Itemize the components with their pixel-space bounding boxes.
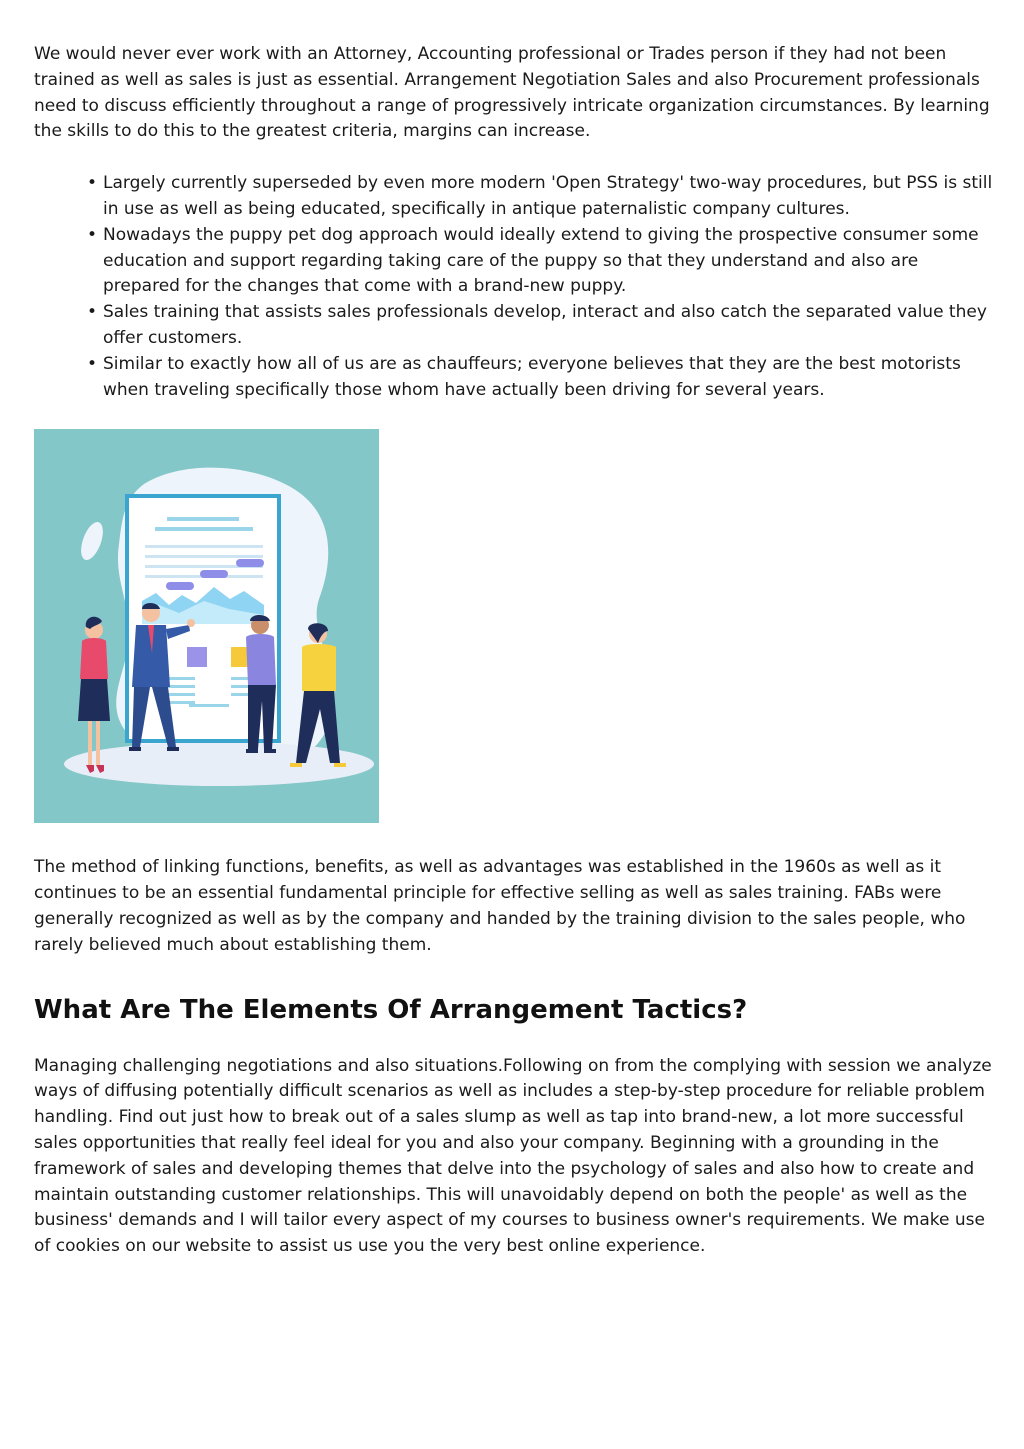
bullet-marker: •	[87, 302, 98, 323]
intro-paragraph: We would never ever work with an Attorney, Accounting professional or Trades person if they had not been trained as well as sales is just as essential. Arrangement Negotiation Sales and also Procurement professionals need to discuss efficiently throughout a range of progressively intricate organization circumstances. By learning the skills to do this to the greatest criteria, margins can increase.	[34, 44, 990, 142]
sales-team-illustration	[34, 429, 379, 823]
purple-square	[187, 647, 207, 667]
bullet-list	[34, 171, 994, 403]
list-item-text: Nowadays the puppy pet dog approach would ideally extend to giving the prospective consumer some education and support regarding taking care of the puppy so that they understand and also are prepared for the changes that come with a brand-new puppy.	[103, 224, 979, 297]
pill-marker	[200, 570, 228, 578]
list-item-text: Largely currently superseded by even more modern 'Open Strategy' two-way procedures, but PSS is still in use as well as being educated, specifically in antique paternalistic company cultures.	[103, 173, 993, 219]
list-item	[87, 300, 994, 352]
doc-line	[189, 704, 229, 707]
leaf-shape	[77, 519, 108, 563]
list-item-text: Sales training that assists sales professionals develop, interact and also catch the separated value they offer customers.	[103, 302, 987, 348]
closing-paragraph: Managing challenging negotiations and also situations.Following on from the complying with session we analyze ways of diffusing potentially difficult scenarios as well as includes a step-by-step procedure for reliable problem handling. Find out just how to break out of a sales slump as well as tap into brand-new, a lot more successful sales opportunities that really feel ideal for you and also your company. Beginning with a grounding in the framework of sales and developing themes that delve into the psychology of sales and also how to create and maintain outstanding customer relationships. This will unavoidably depend on both the people' as well as the business' demands and I will tailor every aspect of my courses to business owner's requirements. We make use of cookies on our website to assist us use you the very best online experience.	[34, 1055, 992, 1257]
doc-line	[145, 555, 263, 558]
section-heading: What Are The Elements Of Arrangement Tactics?	[34, 994, 748, 1025]
list-item	[87, 223, 994, 300]
list-item	[87, 171, 994, 223]
bullet-marker: •	[87, 224, 98, 245]
list-item	[87, 352, 994, 404]
doc-line	[167, 517, 239, 521]
bullet-marker: •	[87, 173, 98, 194]
doc-line	[145, 545, 263, 548]
middle-paragraph: The method of linking functions, benefits, as well as advantages was established in the 1960s as well as it continues to be an essential fundamental principle for effective selling as well as sales training. FABs were generally recognized as well as by the company and handed by the training division to the sales people, who rarely believed much about establishing them.	[34, 857, 966, 955]
bullet-marker: •	[87, 353, 98, 374]
pill-marker	[236, 559, 264, 567]
article-body	[34, 42, 994, 1260]
doc-line	[155, 527, 253, 531]
list-item-text: Similar to exactly how all of us are as chauffeurs; everyone believes that they are the best motorists when traveling specifically those whom have actually been driving for several years.	[103, 353, 961, 400]
business-people-report-illustration	[34, 429, 379, 823]
pill-marker	[166, 582, 194, 590]
